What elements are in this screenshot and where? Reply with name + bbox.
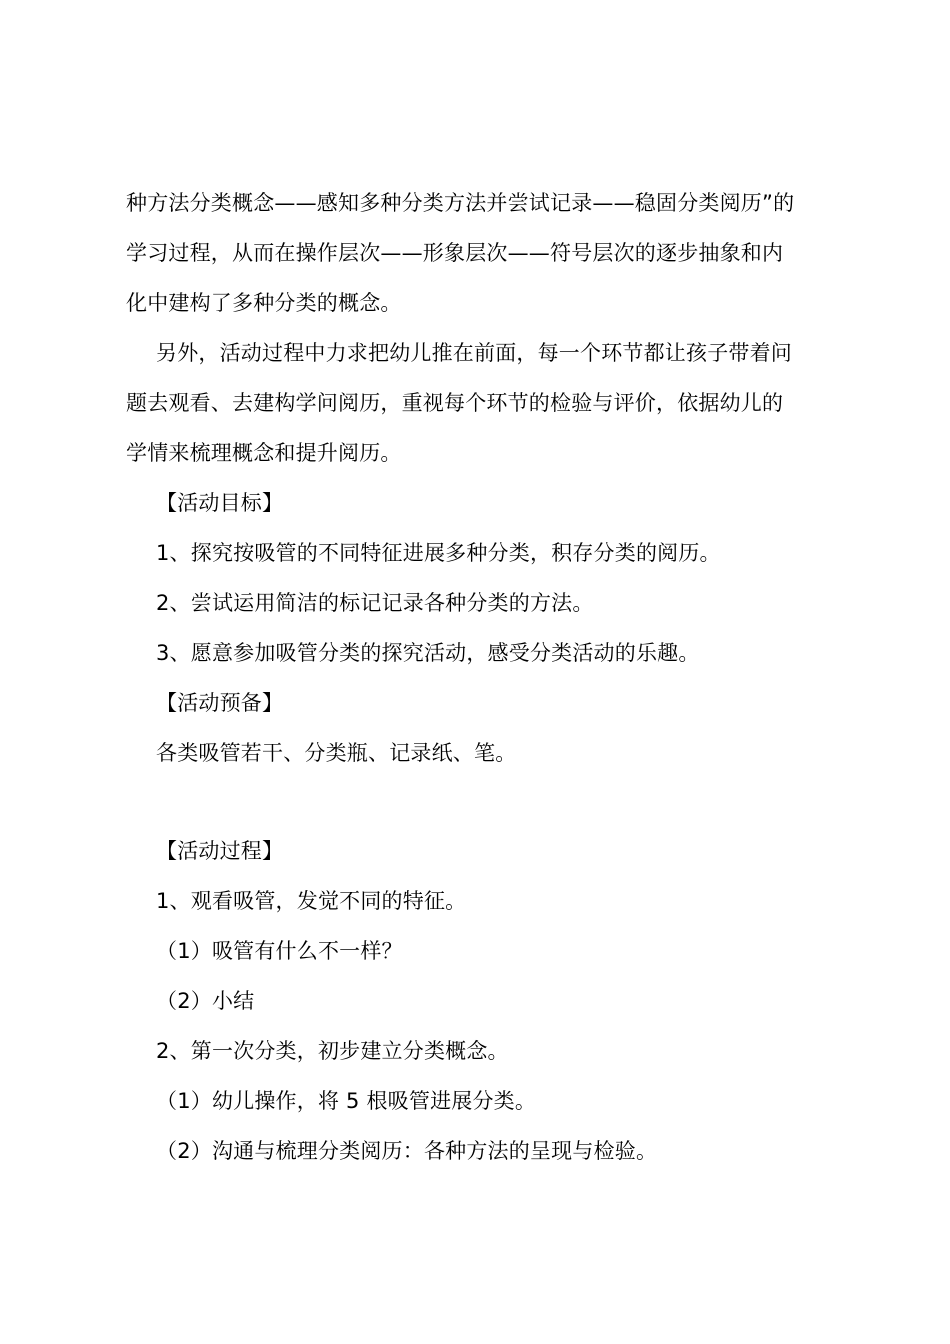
- paragraph2-line1: 另外，活动过程中力求把幼儿推在前面，每一个环节都让孩子带着问: [156, 341, 792, 365]
- paragraph2-line3: 学情来梳理概念和提升阅历。: [126, 441, 402, 465]
- goal-item-1: 1、探究按吸管的不同特征进展多种分类，积存分类的阅历。: [156, 541, 721, 565]
- paragraph2-line2: 题去观看、去建构学问阅历，重视每个环节的检验与评价，依据幼儿的: [126, 391, 784, 415]
- paragraph1-line2: 学习过程，从而在操作层次——形象层次——符号层次的逐步抽象和内: [126, 241, 784, 265]
- paragraph1-line1: 种方法分类概念——感知多种分类方法并尝试记录——稳固分类阅历”的: [126, 191, 795, 215]
- preparation-text: 各类吸管若干、分类瓶、记录纸、笔。: [156, 741, 517, 765]
- process-line-5: （1）幼儿操作，将 5 根吸管进展分类。: [156, 1089, 537, 1113]
- process-line-3: （2）小结: [156, 989, 255, 1013]
- preparation-heading: 【活动预备】: [156, 691, 284, 715]
- paragraph1-line3: 化中建构了多种分类的概念。: [126, 291, 402, 315]
- goal-item-3: 3、愿意参加吸管分类的探究活动，感受分类活动的乐趣。: [156, 641, 700, 665]
- process-heading: 【活动过程】: [156, 839, 284, 863]
- goals-heading: 【活动目标】: [156, 491, 284, 515]
- process-line-1: 1、观看吸管，发觉不同的特征。: [156, 889, 467, 913]
- process-line-6: （2）沟通与梳理分类阅历：各种方法的呈现与检验。: [156, 1139, 658, 1163]
- process-line-4: 2、第一次分类，初步建立分类概念。: [156, 1039, 509, 1063]
- goal-item-2: 2、尝试运用简洁的标记记录各种分类的方法。: [156, 591, 594, 615]
- process-line-2: （1）吸管有什么不一样？: [156, 939, 403, 963]
